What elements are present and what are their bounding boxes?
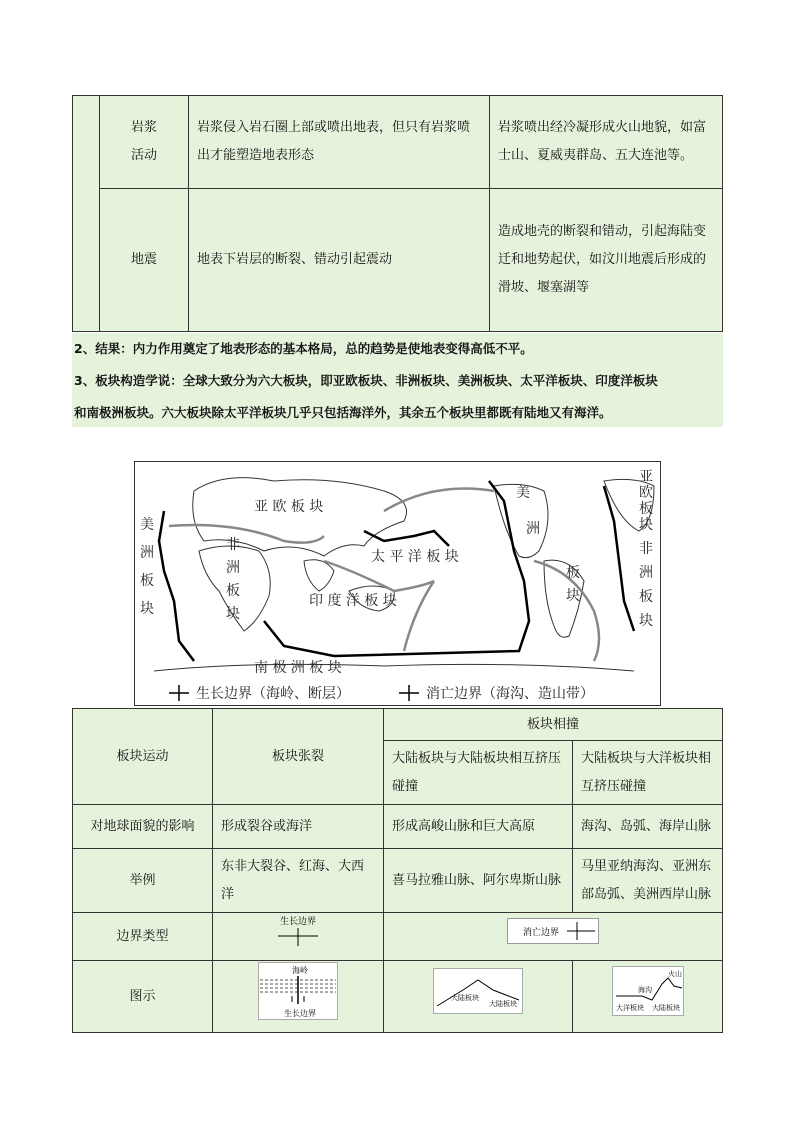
legend-destruction: 消亡边界（海沟、造山带） [426,686,594,702]
trench-label: 海沟 [637,986,652,994]
label-pacific: 太 平 洋 板 块 [371,549,459,565]
label-america-left-3: 板 [140,573,154,589]
label-america-left-4: 块 [140,601,154,617]
header-movement: 板块运动 [73,709,213,805]
label-america-mid-1: 美 [516,485,530,501]
cell-figure-cont-ocean [573,961,723,1033]
row-label-earthquake: 地震 [100,189,189,332]
example-cell: 岩浆喷出经冷凝形成火山地貌，如富士山、夏威夷群岛、五大连池等。 [490,96,723,189]
text-block [72,333,723,427]
paragraph-plate-theory-cont: 和南极洲板块。六大板块除太平洋板块几乎只包括海洋外，其余五个板块里都既有陆地又有海洋。 [74,405,612,420]
cell-growth-boundary [213,913,384,961]
cell-cont-ocean-example: 马里亚纳海沟、亚洲东部岛弧、美洲西岸山脉 [573,849,723,913]
label-indo: 印 度 洋 板 块 [309,593,397,609]
label-eurasia-right-3: 板 [639,501,653,517]
label-america-mid-3: 板 [566,565,580,581]
label-africa-2: 洲 [226,560,240,576]
cell-cont-ocean-impact: 海沟、岛弧、海岸山脉 [573,805,723,849]
label-africa-1: 非 [226,537,240,553]
row-label-example: 举例 [73,849,213,913]
label-africa-4: 块 [226,606,240,622]
label-africa-right-4: 块 [639,613,653,629]
volcano-label: 火山 [667,970,682,978]
label-eurasia-right-4: 块 [639,517,653,533]
map-frame [135,462,661,706]
label-america-mid-2: 洲 [526,521,540,537]
table-row [73,709,723,741]
label-america-left-2: 洲 [140,545,154,561]
plate-map [134,461,661,706]
growth-boundary-icon [268,914,328,948]
label-eurasia-right-1: 亚 [639,469,653,485]
cell-cont-cont-impact: 形成高峻山脉和巨大高原 [384,805,573,849]
cell-destruction-boundary [384,913,723,961]
header-rift: 板块张裂 [213,709,384,805]
table-row [73,189,723,332]
label-africa-right-2: 洲 [639,565,653,581]
row-label-impact: 对地球面貌的影响 [73,805,213,849]
row-label-line: 岩浆 [130,120,157,135]
label-america-left-1: 美 [140,517,154,533]
ocean-plate-label: 大洋板块 [615,1004,644,1012]
growth-boundary-text: 生长边界 [279,917,317,927]
header-cont-ocean: 大陆板块与大洋板块相互挤压碰撞 [573,741,723,805]
label-eurasia: 亚 欧 板 块 [254,499,324,515]
description-cell: 地表下岩层的断裂、错动引起震动 [189,189,490,332]
cell-rift-example: 东非大裂谷、红海、大西洋 [213,849,384,913]
label-africa-right-3: 板 [639,589,653,605]
ridge-boundary-label: 生长边界 [284,1009,316,1018]
label-antarctic: 南 极 洲 板 块 [254,660,342,676]
table-row [73,913,723,961]
destruction-boundary-icon [507,916,599,946]
ridge-diagram [258,962,338,1020]
ridge-label: 海岭 [292,966,308,975]
table-row [73,96,723,189]
label-america-mid-4: 块 [566,588,580,604]
destruction-boundary-text: 消亡边界 [522,928,560,938]
table-row [73,849,723,913]
top-table [72,95,723,332]
row-label-line: 活动 [130,148,157,163]
legend-growth: 生长边界（海岭、断层） [196,686,350,702]
description-cell: 岩浆侵入岩石圈上部或喷出地表，但只有岩浆喷出才能塑造地表形态 [189,96,490,189]
row-label-magma [100,96,189,189]
paragraph-plate-theory: 3、板块构造学说：全球大致分为六大板块，即亚欧板块、非洲板块、美洲板块、太平洋板块、印度洋板块 [74,373,658,388]
plate-map-svg [134,461,661,706]
row-label-figure: 图示 [73,961,213,1033]
example-cell: 造成地壳的断裂和错动，引起海陆变迁和地势起伏，如汶川地震后形成的滑坡、堰塞湖等 [490,189,723,332]
label-eurasia-right-2: 欧 [639,485,653,501]
cell-figure-cont-cont [384,961,573,1033]
label-africa-3: 板 [226,583,240,599]
paragraph-result: 2、结果：内力作用奠定了地表形态的基本格局，总的趋势是使地表变得高低不平。 [74,341,533,356]
cont-right-label: 大陆板块 [489,1000,517,1008]
cell-figure-rift [213,961,384,1033]
table-row [73,961,723,1033]
label-africa-right-1: 非 [639,541,653,557]
cont-left-label: 大陆板块 [451,994,479,1002]
header-cont-cont: 大陆板块与大陆板块相互挤压碰撞 [384,741,573,805]
continental-collision-diagram [433,968,523,1014]
subduction-diagram [612,966,684,1016]
header-collision: 板块相撞 [384,709,723,741]
cell-rift-impact: 形成裂谷或海洋 [213,805,384,849]
cell-cont-cont-example: 喜马拉雅山脉、阿尔卑斯山脉 [384,849,573,913]
table-row [73,805,723,849]
side-blank-cell [73,96,100,332]
continent-plate-label: 大陆板块 [651,1004,680,1012]
row-label-boundary-type: 边界类型 [73,913,213,961]
bottom-table [72,708,723,1033]
